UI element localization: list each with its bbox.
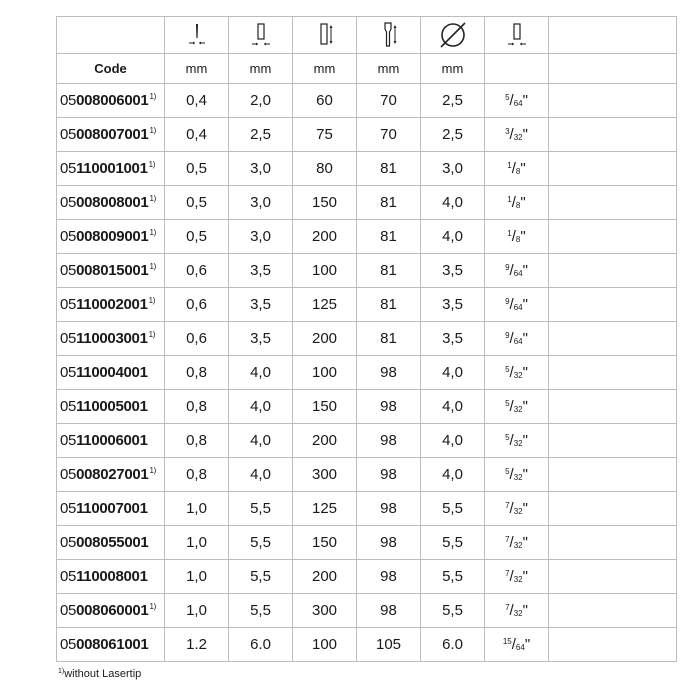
value-cell: 6.0 [421, 628, 485, 662]
code-prefix: 05 [60, 330, 77, 347]
inch-fraction-cell: $^1/_8$" [485, 186, 549, 220]
table-row [57, 152, 677, 186]
code-note: 1) [149, 466, 156, 475]
code-prefix: 05 [60, 398, 77, 415]
code-number: 008009001 [76, 228, 149, 245]
value-cell: 3,0 [229, 220, 293, 254]
value-cell: 98 [357, 594, 421, 628]
product-code-cell [57, 390, 165, 424]
value-cell: 81 [357, 220, 421, 254]
inch-fraction-cell: $^3/_{32}$" [485, 118, 549, 152]
unit-cell: mm [293, 54, 357, 84]
diameter-icon [437, 20, 469, 50]
fraction-denominator: 64 [513, 269, 523, 278]
value-cell: 81 [357, 254, 421, 288]
fraction-numerator: 9 [505, 331, 510, 340]
code-number: 008015001 [76, 262, 149, 279]
value-cell: 125 [293, 492, 357, 526]
value-cell: 100 [293, 356, 357, 390]
code-number: 008027001 [76, 466, 149, 483]
value-cell: 4,0 [229, 356, 293, 390]
fraction-denominator: 64 [515, 643, 525, 652]
value-cell: 3,5 [229, 288, 293, 322]
code-number: 110004001 [76, 364, 148, 381]
code-prefix: 05 [60, 194, 77, 211]
table-row [57, 288, 677, 322]
value-cell: 0,4 [165, 118, 229, 152]
code-number: 110002001 [76, 296, 148, 313]
fraction-denominator: 64 [513, 99, 523, 108]
value-cell: 98 [357, 458, 421, 492]
value-cell: 3,5 [421, 322, 485, 356]
product-code-cell [57, 118, 165, 152]
product-code-cell [57, 492, 165, 526]
inch-fraction-cell: $^7/_{32}$" [485, 492, 549, 526]
product-code-cell [57, 424, 165, 458]
inch-fraction-cell: $^9/_{64}$" [485, 322, 549, 356]
value-cell: 0,6 [165, 254, 229, 288]
code-number: 008055001 [76, 534, 149, 551]
fraction-denominator: 32 [513, 609, 523, 618]
value-cell: 150 [293, 186, 357, 220]
code-number: 110001001 [76, 160, 148, 177]
value-cell: 1,0 [165, 492, 229, 526]
value-cell: 3,0 [421, 152, 485, 186]
value-cell: 80 [293, 152, 357, 186]
fraction-denominator: 32 [513, 405, 523, 414]
value-cell: 1,0 [165, 526, 229, 560]
value-cell: 125 [293, 288, 357, 322]
value-cell: 70 [357, 84, 421, 118]
code-prefix: 05 [60, 296, 77, 313]
value-cell: 0,8 [165, 424, 229, 458]
icon-header-row [57, 17, 677, 54]
value-cell: 5,5 [229, 560, 293, 594]
fraction-numerator: 5 [505, 365, 510, 374]
value-cell: 98 [357, 390, 421, 424]
value-cell: 2,5 [421, 84, 485, 118]
code-note: 1) [149, 602, 156, 611]
fraction-numerator: 1 [507, 229, 512, 238]
empty-extra-cell [549, 390, 677, 424]
value-cell: 98 [357, 560, 421, 594]
unit-row [57, 54, 677, 84]
code-number: 008007001 [76, 126, 149, 143]
code-prefix: 05 [60, 466, 77, 483]
inch-fraction-cell: $^5/_{32}$" [485, 458, 549, 492]
fraction-numerator: 7 [505, 501, 510, 510]
value-cell: 81 [357, 288, 421, 322]
code-note: 1) [149, 228, 156, 237]
value-cell: 0,8 [165, 390, 229, 424]
inch-fraction-cell: $^5/_{32}$" [485, 356, 549, 390]
value-cell: 6.0 [229, 628, 293, 662]
value-cell: 3,0 [229, 152, 293, 186]
code-number: 008060001 [76, 602, 149, 619]
inch-fraction-cell: $^7/_{32}$" [485, 594, 549, 628]
code-note: 1) [148, 330, 156, 339]
fraction-numerator: 7 [505, 569, 510, 578]
blade-width-icon [250, 22, 272, 48]
product-code-cell [57, 220, 165, 254]
table-row [57, 322, 677, 356]
value-cell: 81 [357, 186, 421, 220]
value-cell: 4,0 [229, 390, 293, 424]
table-row [57, 458, 677, 492]
empty-extra-cell [549, 492, 677, 526]
value-cell: 98 [357, 424, 421, 458]
empty-extra-cell [549, 17, 677, 54]
footnote-text: without Lasertip [64, 668, 142, 680]
empty-extra-cell [549, 526, 677, 560]
value-cell: 200 [293, 424, 357, 458]
value-cell: 200 [293, 322, 357, 356]
fraction-numerator: 9 [505, 263, 510, 272]
fraction-denominator: 8 [515, 235, 521, 244]
value-cell: 5,5 [421, 526, 485, 560]
product-code-cell [57, 594, 165, 628]
value-cell: 4,0 [421, 390, 485, 424]
product-code-cell [57, 84, 165, 118]
inch-fraction-cell: $^5/_{64}$" [485, 84, 549, 118]
code-prefix: 05 [60, 228, 77, 245]
value-cell: 0,6 [165, 322, 229, 356]
value-cell: 5,5 [421, 594, 485, 628]
empty-extra-cell [549, 288, 677, 322]
value-cell: 200 [293, 220, 357, 254]
product-code-cell [57, 322, 165, 356]
product-code-cell [57, 458, 165, 492]
empty-extra-cell [549, 152, 677, 186]
inch-fraction-cell: $^5/_{32}$" [485, 390, 549, 424]
inch-size-icon [506, 22, 528, 48]
code-number: 110005001 [76, 398, 148, 415]
product-code-cell [57, 254, 165, 288]
empty-extra-cell [549, 186, 677, 220]
product-code-cell [57, 628, 165, 662]
code-note: 1) [149, 126, 156, 135]
fraction-denominator: 64 [513, 337, 523, 346]
inch-fraction-cell: $^{15}/_{64}$" [485, 628, 549, 662]
code-prefix: 05 [60, 126, 77, 143]
value-cell: 105 [357, 628, 421, 662]
code-prefix: 05 [60, 602, 77, 619]
table-row [57, 492, 677, 526]
blade-thickness-header [165, 17, 229, 54]
fraction-denominator: 32 [513, 541, 523, 550]
empty-extra-cell [549, 118, 677, 152]
fraction-numerator: 15 [502, 637, 512, 646]
inch-size-header [485, 17, 549, 54]
empty-extra-cell [549, 628, 677, 662]
inch-fraction-cell: $^7/_{32}$" [485, 560, 549, 594]
value-cell: 2,5 [229, 118, 293, 152]
code-prefix: 05 [60, 160, 77, 177]
fraction-numerator: 7 [505, 603, 510, 612]
table-row [57, 526, 677, 560]
inch-fraction-cell: $^9/_{64}$" [485, 288, 549, 322]
code-number: 008061001 [76, 636, 149, 653]
blade-thickness-icon [186, 22, 208, 48]
code-note: 1) [149, 92, 156, 101]
spec-table [56, 16, 677, 662]
empty-extra-cell [549, 254, 677, 288]
footnote [58, 668, 141, 680]
code-note: 1) [149, 194, 156, 203]
table-row [57, 118, 677, 152]
empty-extra-cell [549, 594, 677, 628]
code-prefix: 05 [60, 364, 77, 381]
value-cell: 0,5 [165, 220, 229, 254]
empty-header-cell [57, 17, 165, 54]
code-number: 110008001 [76, 568, 148, 585]
unit-cell: mm [357, 54, 421, 84]
value-cell: 2,0 [229, 84, 293, 118]
fraction-denominator: 8 [515, 167, 521, 176]
inch-fraction-cell: $^9/_{64}$" [485, 254, 549, 288]
value-cell: 200 [293, 560, 357, 594]
value-cell: 0,5 [165, 186, 229, 220]
value-cell: 1.2 [165, 628, 229, 662]
empty-extra-cell [549, 84, 677, 118]
table-row [57, 84, 677, 118]
table-row [57, 424, 677, 458]
fraction-denominator: 32 [513, 473, 523, 482]
code-prefix: 05 [60, 568, 77, 585]
code-prefix: 05 [60, 262, 77, 279]
code-note: 1) [148, 296, 156, 305]
value-cell: 150 [293, 526, 357, 560]
value-cell: 2,5 [421, 118, 485, 152]
fraction-denominator: 32 [513, 371, 523, 380]
total-length-icon [378, 22, 400, 48]
inch-fraction-cell: $^5/_{32}$" [485, 424, 549, 458]
value-cell: 100 [293, 628, 357, 662]
table-row [57, 390, 677, 424]
value-cell: 5,5 [421, 492, 485, 526]
value-cell: 4,0 [421, 458, 485, 492]
product-code-cell [57, 288, 165, 322]
product-code-cell [57, 526, 165, 560]
value-cell: 4,0 [229, 458, 293, 492]
table-row [57, 186, 677, 220]
value-cell: 81 [357, 152, 421, 186]
fraction-denominator: 32 [513, 439, 523, 448]
code-prefix: 05 [60, 432, 77, 449]
code-number: 008006001 [76, 92, 149, 109]
table-row [57, 594, 677, 628]
empty-extra-cell [549, 220, 677, 254]
table-row [57, 560, 677, 594]
inch-fraction-cell: $^7/_{32}$" [485, 526, 549, 560]
code-prefix: 05 [60, 636, 77, 653]
value-cell: 5,5 [229, 492, 293, 526]
value-cell: 81 [357, 322, 421, 356]
empty-extra-cell [549, 356, 677, 390]
value-cell: 4,0 [421, 424, 485, 458]
code-prefix: 05 [60, 500, 77, 517]
value-cell: 1,0 [165, 560, 229, 594]
value-cell: 4,0 [229, 424, 293, 458]
fraction-numerator: 1 [507, 161, 512, 170]
value-cell: 3,5 [229, 254, 293, 288]
product-code-cell [57, 186, 165, 220]
empty-extra-cell [549, 424, 677, 458]
code-number: 008008001 [76, 194, 149, 211]
blade-length-icon [314, 22, 336, 48]
blade-length-header [293, 17, 357, 54]
value-cell: 5,5 [229, 594, 293, 628]
fraction-numerator: 3 [505, 127, 510, 136]
inch-fraction-cell: $^1/_8$" [485, 220, 549, 254]
code-note: 1) [149, 262, 156, 271]
value-cell: 70 [357, 118, 421, 152]
value-cell: 3,5 [421, 288, 485, 322]
value-cell: 1,0 [165, 594, 229, 628]
fraction-numerator: 5 [505, 93, 510, 102]
table-row [57, 254, 677, 288]
code-note: 1) [148, 160, 156, 169]
fraction-numerator: 1 [507, 195, 512, 204]
value-cell: 0,5 [165, 152, 229, 186]
value-cell: 3,5 [421, 254, 485, 288]
unit-cell: mm [229, 54, 293, 84]
value-cell: 300 [293, 458, 357, 492]
code-prefix: 05 [60, 92, 77, 109]
product-code-cell [57, 356, 165, 390]
table-row [57, 356, 677, 390]
fraction-denominator: 8 [515, 201, 521, 210]
code-column-header: Code [57, 54, 165, 84]
empty-extra-cell [549, 54, 677, 84]
total-length-header [357, 17, 421, 54]
product-code-cell [57, 560, 165, 594]
diameter-header [421, 17, 485, 54]
product-code-cell [57, 152, 165, 186]
value-cell: 98 [357, 492, 421, 526]
empty-extra-cell [549, 322, 677, 356]
unit-cell: mm [165, 54, 229, 84]
fraction-numerator: 5 [505, 467, 510, 476]
value-cell: 98 [357, 356, 421, 390]
code-number: 110007001 [76, 500, 148, 517]
fraction-numerator: 5 [505, 433, 510, 442]
code-number: 110006001 [76, 432, 148, 449]
value-cell: 4,0 [421, 186, 485, 220]
value-cell: 75 [293, 118, 357, 152]
empty-extra-cell [549, 560, 677, 594]
value-cell: 0,8 [165, 458, 229, 492]
value-cell: 5,5 [421, 560, 485, 594]
value-cell: 5,5 [229, 526, 293, 560]
empty-extra-cell [549, 458, 677, 492]
value-cell: 0,4 [165, 84, 229, 118]
fraction-denominator: 32 [513, 507, 523, 516]
fraction-numerator: 5 [505, 399, 510, 408]
fraction-denominator: 64 [513, 303, 523, 312]
value-cell: 0,8 [165, 356, 229, 390]
value-cell: 3,5 [229, 322, 293, 356]
table-row [57, 628, 677, 662]
blade-width-header [229, 17, 293, 54]
code-prefix: 05 [60, 534, 77, 551]
fraction-numerator: 9 [505, 297, 510, 306]
value-cell: 300 [293, 594, 357, 628]
unit-cell: mm [421, 54, 485, 84]
unit-cell [485, 54, 549, 84]
fraction-denominator: 32 [513, 133, 523, 142]
value-cell: 100 [293, 254, 357, 288]
table-row [57, 220, 677, 254]
value-cell: 3,0 [229, 186, 293, 220]
footnote-mark: 1) [58, 668, 65, 675]
value-cell: 4,0 [421, 356, 485, 390]
value-cell: 98 [357, 526, 421, 560]
value-cell: 0,6 [165, 288, 229, 322]
fraction-numerator: 7 [505, 535, 510, 544]
code-number: 110003001 [76, 330, 148, 347]
value-cell: 150 [293, 390, 357, 424]
value-cell: 4,0 [421, 220, 485, 254]
value-cell: 60 [293, 84, 357, 118]
fraction-denominator: 32 [513, 575, 523, 584]
inch-fraction-cell: $^1/_8$" [485, 152, 549, 186]
